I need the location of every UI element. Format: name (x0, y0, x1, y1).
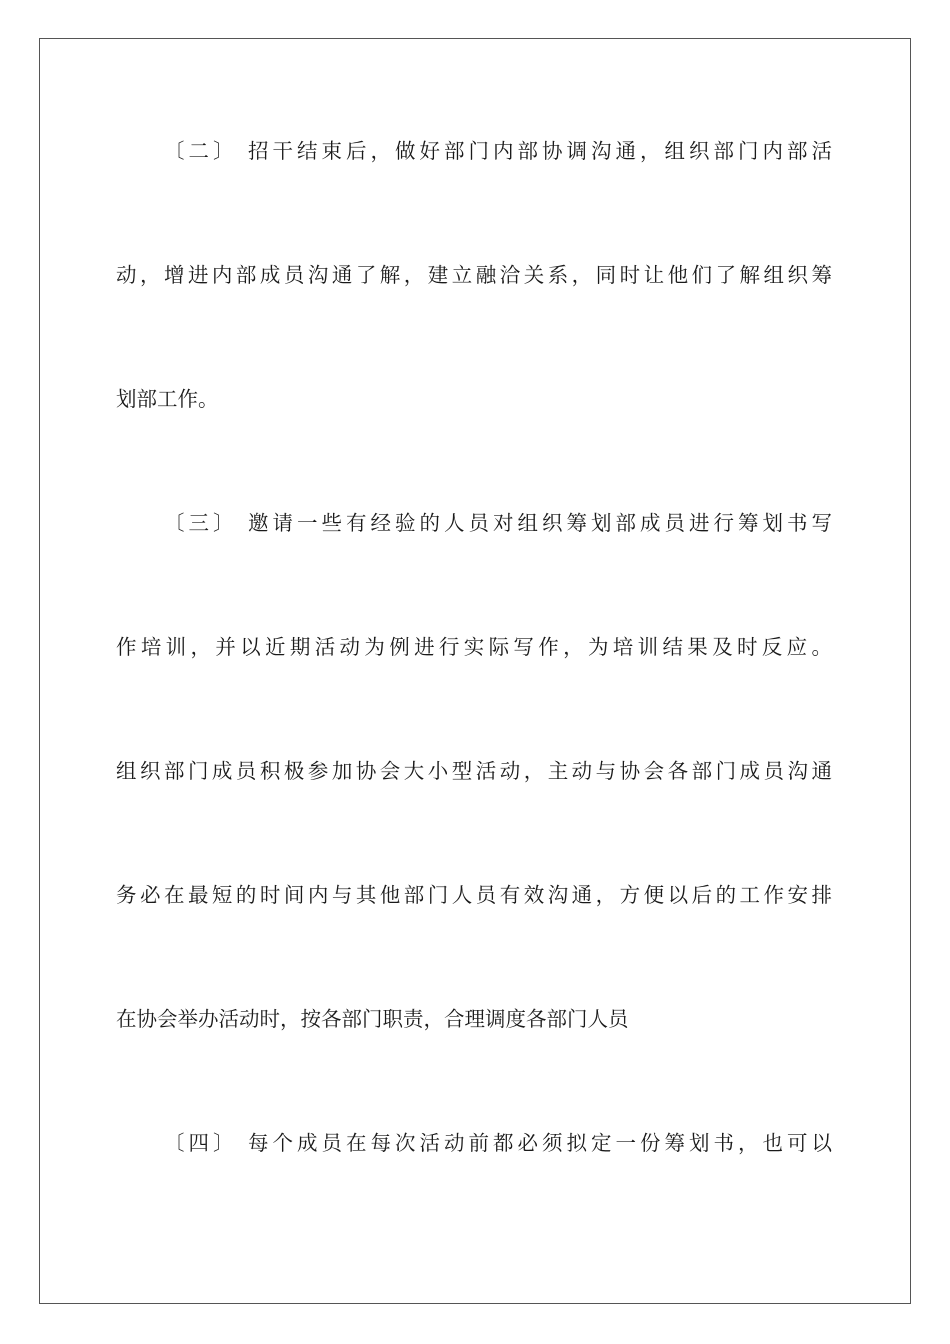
paragraph-3-line-3: 组织部门成员积极参加协会大小型活动，主动与协会各部门成员沟通 (116, 759, 832, 783)
page-border (39, 38, 911, 1304)
paragraph-2-line-3: 划部工作。 (116, 387, 219, 411)
paragraph-4-line-1: 〔四〕 每个成员在每次活动前都必须拟定一份筹划书，也可以 (164, 1131, 832, 1155)
paragraph-3-line-1: 〔三〕 邀请一些有经验的人员对组织筹划部成员进行筹划书写 (164, 511, 832, 535)
paragraph-2-line-2: 动，增进内部成员沟通了解，建立融洽关系，同时让他们了解组织筹 (116, 263, 832, 287)
paragraph-3-line-4: 务必在最短的时间内与其他部门人员有效沟通，方便以后的工作安排 (116, 883, 832, 907)
paragraph-2-line-1: 〔二〕 招干结束后，做好部门内部协调沟通，组织部门内部活 (164, 139, 832, 163)
paragraph-3-line-2: 作培训，并以近期活动为例进行实际写作，为培训结果及时反应。 (116, 635, 832, 659)
paragraph-3-line-5: 在协会举办活动时，按各部门职责，合理调度各部门人员 (116, 1007, 629, 1031)
